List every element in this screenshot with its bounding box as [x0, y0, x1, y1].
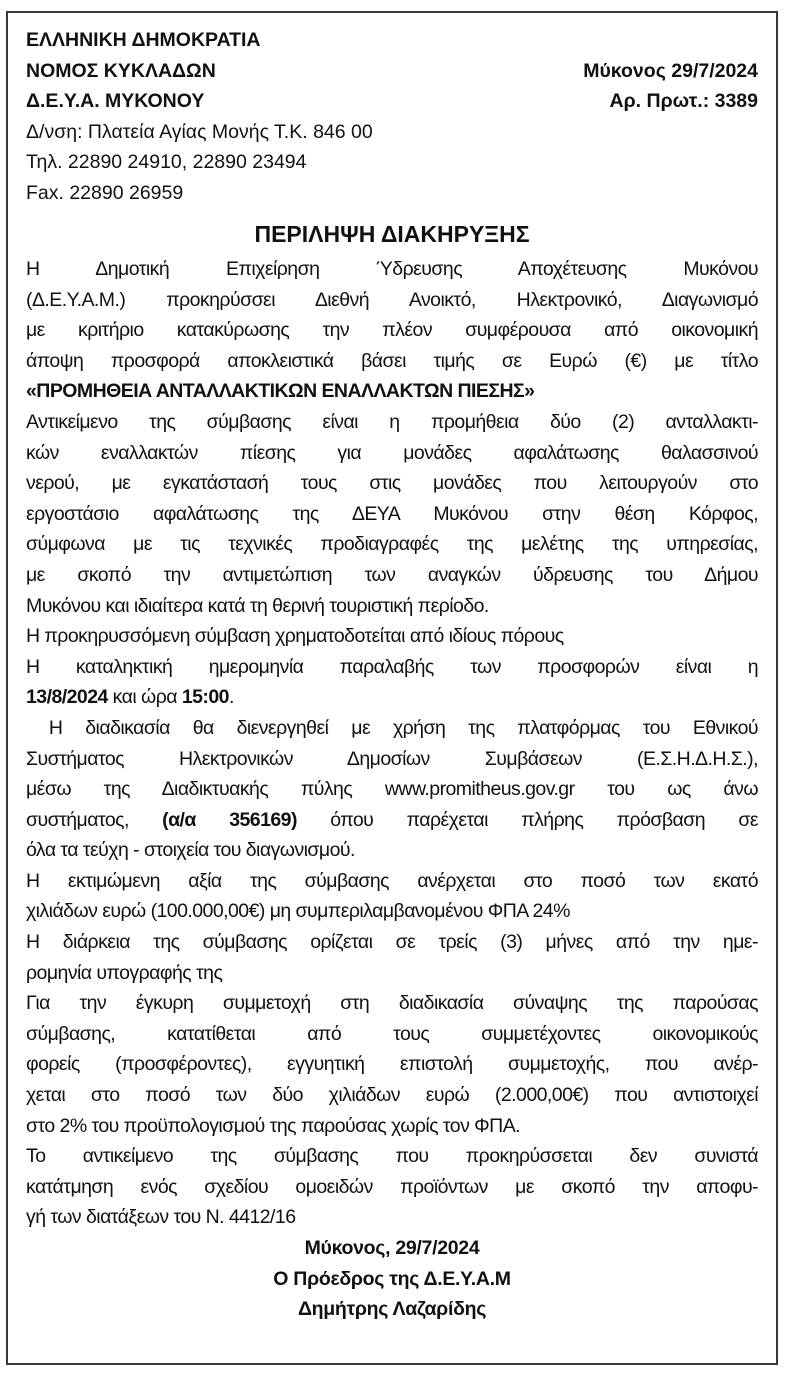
document-frame [6, 11, 778, 1365]
text-line: με σκοπό την αντιμετώπιση των αναγκών ύδρευσης του Δήμου [26, 563, 758, 586]
text-line: Η διαδικασία θα διενεργηθεί με χρήση της πλατφόρμας του Εθνικού [26, 716, 758, 739]
text-line: μέσω της Διαδικτυακής πύλης www.promitheus.gov.gr του ως άνω [26, 778, 758, 801]
paragraph-fragmentation [26, 1141, 758, 1233]
paragraph-procedure [26, 713, 758, 866]
header-address: Δ/νση: Πλατεία Αγίας Μονής Τ.Κ. 846 00 [26, 120, 373, 143]
text-line: φορείς (προσφέροντες), εγγυητική επιστολή συμμετοχής, που ανέρ- [26, 1053, 758, 1076]
paragraph-deadline [26, 652, 758, 713]
paragraph-duration [26, 927, 758, 988]
document-content [26, 25, 758, 1325]
text-line: εργοστάσιο αφαλάτωσης της ΔΕΥΑ Μυκόνου στην θέση Κόρφος, [26, 502, 758, 525]
text-line: Η εκτιμώμενη αξία της σύμβασης ανέρχεται στο ποσό των εκατό [26, 869, 758, 892]
document-body [26, 254, 758, 1233]
text-line: Η προκηρυσσόμενη σύμβαση χρηματοδοτείται από ιδίους πόρους [26, 625, 564, 648]
text-line: άποψη προσφορά αποκλειστικά βάσει τιμής σε Ευρώ (€) με τίτλο [26, 349, 758, 372]
text-line: κών εναλλακτών πίεσης για μονάδες αφαλάτωσης θαλασσινού [26, 441, 758, 464]
text-fragment: συστήματος, [26, 808, 163, 831]
text-line: Μυκόνου και ιδιαίτερα κατά τη θερινή τουριστική περίοδο. [26, 594, 489, 617]
header-place-date: Μύκονος 29/7/2024 [583, 59, 758, 82]
header-phone: Τηλ. 22890 24910, 22890 23494 [26, 151, 307, 173]
header-country: ΕΛΛΗΝΙΚΗ ΔΗΜΟΚΡΑΤΙΑ [26, 29, 261, 51]
text-fragment: . [228, 686, 234, 709]
text-line: νερού, με εγκατάστασή τους στις μονάδες που λειτουργούν στο [26, 472, 758, 495]
text-line: γή των διατάξεων του Ν. 4412/16 [26, 1206, 296, 1229]
text-line: Το αντικείμενο της σύμβασης που προκηρύσσεται δεν συνιστά [26, 1145, 758, 1168]
paragraph-value [26, 866, 758, 927]
text-fragment: και ώρα [107, 686, 182, 709]
text-line: χιλιάδων ευρώ (100.000,00€) μη συμπεριλαμβανομένου ΦΠΑ 24% [26, 900, 570, 923]
document-title: ΠΕΡΙΛΗΨΗ ΔΙΑΚΗΡΥΞΗΣ [254, 221, 530, 247]
text-line: κατάτμηση ενός σχεδίου ομοειδών προϊόντων με σκοπό την αποφυ- [26, 1175, 758, 1198]
paragraph-guarantee [26, 988, 758, 1141]
deadline-time: 15:00 [181, 686, 229, 709]
text-line: Η καταληκτική ημερομηνία παραλαβής των προσφορών είναι η [26, 655, 758, 678]
text-line [26, 682, 758, 713]
text-line: Για την έγκυρη συμμετοχή στη διαδικασία σύναψης της παρούσας [26, 992, 758, 1015]
signature-block [26, 1233, 758, 1325]
text-line: χεται στο ποσό των δύο χιλιάδων ευρώ (2.000,00€) που αντιστοιχεί [26, 1084, 758, 1107]
deadline-date: 13/8/2024 [26, 686, 108, 709]
tender-system-number: (α/α 356169) [162, 808, 297, 831]
header-fax: Fax. 22890 26959 [26, 181, 184, 204]
paragraph-funding [26, 621, 758, 652]
signature-place-date: Μύκονος, 29/7/2024 [304, 1237, 480, 1259]
text-fragment: όπου παρέχεται πλήρης πρόσβαση σε [296, 808, 758, 831]
signature-role: Ο Πρόεδρος της Δ.Ε.Υ.Α.Μ [273, 1267, 511, 1290]
text-line: ρομηνία υπογραφής της [26, 961, 223, 984]
text-line: όλα τα τεύχη - στοιχεία του διαγωνισμού. [26, 839, 355, 862]
text-line: (Δ.Ε.Υ.Α.Μ.) προκηρύσσει Διεθνή Ανοικτό, Ηλεκτρονικό, Διαγωνισμό [26, 288, 758, 311]
header-organization: Δ.Ε.Υ.Α. ΜΥΚΟΝΟΥ [26, 90, 205, 112]
header-protocol-number: Αρ. Πρωτ.: 3389 [609, 90, 758, 112]
text-line [26, 805, 758, 836]
text-line: Η Δημοτική Επιχείρηση Ύδρευσης Αποχέτευσης Μυκόνου [26, 258, 758, 280]
paragraph-subject [26, 407, 758, 621]
text-line: στο 2% του προϋπολογισμού της παρούσας χωρίς τον ΦΠΑ. [26, 1114, 521, 1137]
text-line: Η διάρκεια της σύμβασης ορίζεται σε τρείς (3) μήνες από την ημε- [26, 931, 758, 954]
text-line: Συστήματος Ηλεκτρονικών Δημοσίων Συμβάσεων (Ε.Σ.Η.Δ.Η.Σ.), [26, 747, 758, 770]
text-line: με κριτήριο κατακύρωσης την πλέον συμφέρουσα από οικονομική [26, 319, 758, 342]
letterhead [26, 25, 758, 208]
paragraph-intro [26, 254, 758, 407]
text-line: Αντικείμενο της σύμβασης είναι η προμήθεια δύο (2) ανταλλακτι- [26, 410, 758, 433]
header-prefecture: ΝΟΜΟΣ ΚΥΚΛΑΔΩΝ [26, 59, 216, 82]
text-line: σύμφωνα με τις τεχνικές προδιαγραφές της μελέτης της υπηρεσίας, [26, 533, 758, 556]
signature-name: Δημήτρης Λαζαρίδης [297, 1298, 487, 1320]
text-line: σύμβασης, κατατίθεται από τους συμμετέχοντες οικονομικούς [26, 1022, 758, 1045]
tender-title: «ΠΡΟΜΗΘΕΙΑ ΑΝΤΑΛΛΑΚΤΙΚΩΝ ΕΝΑΛΛΑΚΤΩΝ ΠΙΕΣΗΣ» [26, 380, 535, 403]
